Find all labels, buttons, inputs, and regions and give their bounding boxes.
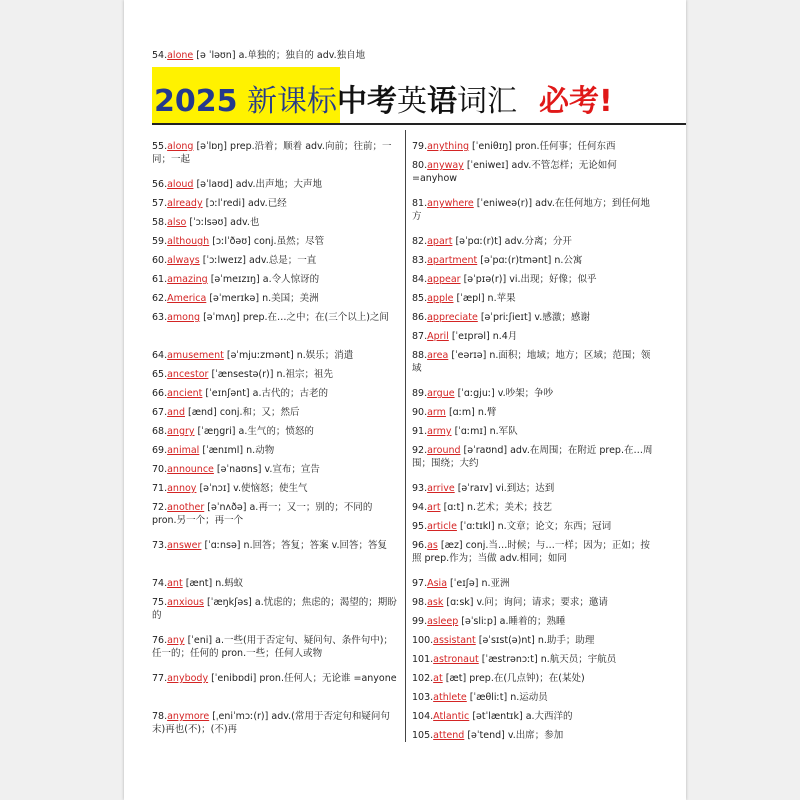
entry-phonetic: [əˈsɪst(ə)nt]: [475, 635, 538, 646]
entry-number: 59.: [152, 236, 168, 247]
entry-phonetic: [ˈeɪnʃənt]: [202, 388, 253, 399]
entry-definition: vi.到达；达到: [495, 483, 555, 494]
entry-number: 96.: [412, 540, 428, 551]
entry-number: 71.: [152, 483, 168, 494]
entry-definition: adv.在周围；在附近 prep.在…周围；围绕；大约: [412, 445, 653, 469]
entry-phonetic: [ˈɑːnsə]: [201, 540, 244, 551]
entry-number: 68.: [152, 426, 168, 437]
entry-word: around: [427, 445, 461, 456]
entry-phonetic: [ˌeniˈmɔː(r)]: [209, 711, 272, 722]
entry-word: art: [427, 502, 441, 513]
entry-number: 66.: [152, 388, 168, 399]
entry-phonetic: [ˈæŋkʃəs]: [204, 597, 255, 608]
vocab-entry: [152, 444, 398, 463]
entry-word: already: [167, 198, 203, 209]
entry-definition: adv.在任何地方；到任何地方: [412, 198, 650, 222]
entry-definition: n.蚂蚁: [215, 578, 244, 589]
entry-definition: v.宣布；宣告: [264, 464, 320, 475]
entry-phonetic: [əˈmʌŋ]: [200, 312, 243, 323]
entry-definition: n.亚洲: [481, 578, 510, 589]
entry-word: apartment: [427, 255, 478, 266]
entry-phonetic: [ˈɑːgjuː]: [454, 388, 498, 399]
entry-definition: a.大西洋的: [525, 711, 573, 722]
vocab-entry: [412, 691, 658, 710]
vocab-entry: [152, 197, 398, 216]
vocab-entry: [152, 387, 398, 406]
vocab-entry: [412, 273, 658, 292]
entry-word: arrive: [427, 483, 455, 494]
entry-word: any: [167, 635, 185, 646]
entry-phonetic: [əˈnʌðə]: [204, 502, 250, 513]
entry-word: anybody: [167, 673, 209, 684]
vocab-entry: [152, 710, 398, 748]
entry-number: 61.: [152, 274, 168, 285]
entry-definition: n.苹果: [487, 293, 516, 304]
entry-number: 97.: [412, 578, 428, 589]
entry-word: as: [427, 540, 438, 551]
entry-phonetic: [ˈæpl]: [453, 293, 488, 304]
vocab-entry: [152, 482, 398, 501]
entry-phonetic: [əˈtend]: [464, 730, 508, 741]
entry-phonetic: [ˈɔːlweɪz]: [199, 255, 249, 266]
vocab-entry: [412, 634, 658, 653]
entry-definition: adv.总是；一直: [249, 255, 317, 266]
vocab-column-right: [412, 140, 658, 748]
entry-phonetic: [ˈɑːtɪkl]: [456, 521, 498, 532]
entry-word: amazing: [167, 274, 208, 285]
vocab-entry: [152, 349, 398, 368]
entry-definition: adv.也: [230, 217, 260, 228]
title-must-test: 必考!: [539, 84, 613, 119]
entry-definition: v.出席；参加: [507, 730, 564, 741]
vocab-entry: [152, 634, 398, 672]
entry-phonetic: [ænd]: [184, 407, 220, 418]
vocab-entry: [412, 672, 658, 691]
entry-definition: prep.沿着；顺着 adv.向前；往前；一同；一起: [152, 141, 392, 165]
entry-word: anywhere: [427, 198, 474, 209]
entry-definition: adv.(常用于否定句和疑问句末)再也(不)；(不)再: [152, 711, 390, 735]
entry-definition: a.一些(用于否定句、疑问句、条件句中)；任一的；任何的 pron.一些；任何人或物: [152, 635, 393, 659]
entry-definition: conj.和；又；然后: [219, 407, 300, 418]
entry-definition: a.再一；又一；别的；不同的 pron.另一个；再一个: [152, 502, 373, 526]
entry-number: 80.: [412, 160, 428, 171]
title-yu: 语: [427, 84, 458, 119]
vocab-entry: [412, 539, 658, 577]
entry-definition: n.航天员；宇航员: [540, 654, 617, 665]
entry-word: America: [167, 293, 207, 304]
entry-word: April: [427, 331, 449, 342]
entry-word: along: [167, 141, 194, 152]
vocab-entry: [412, 596, 658, 615]
entry-number: 63.: [152, 312, 168, 323]
vocab-entry: [152, 311, 398, 349]
entry-word: although: [167, 236, 210, 247]
vocab-entry: [152, 216, 398, 235]
entry-phonetic: [əˈmjuːzmənt]: [223, 350, 297, 361]
vocab-entry: [412, 653, 658, 672]
entry-word: assistant: [433, 635, 476, 646]
entry-definition: n.美国；美洲: [262, 293, 319, 304]
entry-phonetic: [ˈeniθɪŋ]: [469, 141, 515, 152]
vocab-entry: [152, 254, 398, 273]
entry-definition: n.娱乐；消遣: [296, 350, 354, 361]
title-year: 2025: [154, 84, 238, 119]
vocab-entry: [152, 596, 398, 634]
entry-number: 75.: [152, 597, 168, 608]
entry-word: argue: [427, 388, 455, 399]
vocab-entry: [412, 406, 658, 425]
entry-definition: a.生气的；愤怒的: [238, 426, 314, 437]
entry-definition: a.单独的；独自的 adv.独自地: [238, 50, 366, 61]
entry-number: 74.: [152, 578, 168, 589]
entry-phonetic: [əˈraʊnd]: [460, 445, 511, 456]
entry-definition: adv.已经: [247, 198, 287, 209]
entry-number: 54.: [152, 50, 168, 61]
entry-number: 94.: [412, 502, 428, 513]
vocab-entry: [152, 273, 398, 292]
entry-number: 82.: [412, 236, 428, 247]
vocab-entry: [152, 672, 398, 710]
entry-phonetic: [ɑːt]: [440, 502, 467, 513]
entry-number: 92.: [412, 445, 428, 456]
entry-word: astronaut: [433, 654, 479, 665]
entry-number: 79.: [412, 141, 428, 152]
entry-word: area: [427, 350, 449, 361]
entry-definition: a.忧虑的；焦虑的；渴望的；期盼的: [152, 597, 397, 621]
entry-word: ask: [427, 597, 444, 608]
entry-number: 91.: [412, 426, 428, 437]
entry-definition: n.公寓: [554, 255, 583, 266]
entry-word: animal: [167, 445, 200, 456]
entry-word: anymore: [167, 711, 210, 722]
vocab-entry: [412, 349, 658, 387]
entry-definition: v.吵架；争吵: [497, 388, 554, 399]
entry-number: 95.: [412, 521, 428, 532]
entry-phonetic: [ə ˈləʊn]: [193, 50, 239, 61]
vocab-entry: [152, 406, 398, 425]
entry-number: 101.: [412, 654, 434, 665]
entry-definition: n.臂: [477, 407, 497, 418]
entry-phonetic: [ˈeɪʃə]: [447, 578, 482, 589]
entry-definition: n.文章；论文；东西；冠词: [497, 521, 612, 532]
entry-definition: a.令人惊讶的: [262, 274, 320, 285]
entry-word: also: [167, 217, 187, 228]
vocab-entry: [412, 710, 658, 729]
entry-number: 99.: [412, 616, 428, 627]
vocab-entry: [152, 292, 398, 311]
entry-number: 93.: [412, 483, 428, 494]
entry-phonetic: [ˈænsestə(r)]: [208, 369, 277, 380]
entry-phonetic: [ətˈlæntɪk]: [469, 711, 526, 722]
vocab-entry: [412, 425, 658, 444]
entry-word: asleep: [427, 616, 459, 627]
entry-definition: n.运动员: [510, 692, 548, 703]
entry-word: and: [167, 407, 185, 418]
entry-definition: v.感激；感谢: [534, 312, 590, 323]
entry-number: 84.: [412, 274, 428, 285]
entry-word: announce: [167, 464, 214, 475]
entry-number: 78.: [152, 711, 168, 722]
entry-phonetic: [ɔːlˈðəʊ]: [209, 236, 254, 247]
entry-word: at: [433, 673, 443, 684]
entry-number: 77.: [152, 673, 168, 684]
entry-word: athlete: [433, 692, 467, 703]
entry-number: 100.: [412, 635, 434, 646]
entry-word: always: [167, 255, 200, 266]
entry-number: 105.: [412, 730, 434, 741]
entry-phonetic: [əˈlɒŋ]: [193, 141, 231, 152]
entry-number: 58.: [152, 217, 168, 228]
entry-number: 67.: [152, 407, 168, 418]
title-underline: [152, 123, 686, 125]
vocab-entry: [412, 444, 658, 482]
entry-number: 60.: [152, 255, 168, 266]
entry-word: alone: [167, 50, 194, 61]
entry-phonetic: [ɔːlˈredi]: [202, 198, 248, 209]
entry-definition: adv.分离；分开: [504, 236, 572, 247]
page-title: [154, 83, 613, 121]
vocab-entry: [412, 577, 658, 596]
entry-definition: a.古代的；古老的: [252, 388, 328, 399]
vocab-entry: [152, 463, 398, 482]
entry-word: apple: [427, 293, 454, 304]
entry-phonetic: [əˈraɪv]: [454, 483, 496, 494]
entry-phonetic: [ˈæstrənɔːt]: [478, 654, 541, 665]
vocab-entry: [412, 615, 658, 634]
vocab-entry: [412, 292, 658, 311]
entry-definition: pron.任何事；任何东西: [514, 141, 616, 152]
entry-phonetic: [ɑːm]: [445, 407, 478, 418]
entry-phonetic: [əˈpɑː(r)t]: [452, 236, 505, 247]
entry-definition: n.回答；答复；答案 v.回答；答复: [243, 540, 388, 551]
entry-definition: pron.任何人；无论谁 =anyone: [259, 673, 397, 684]
entry-word: ancient: [167, 388, 203, 399]
entry-phonetic: [ˈeərɪə]: [448, 350, 490, 361]
entry-phonetic: [ˈɔːlsəʊ]: [186, 217, 231, 228]
entry-number: 70.: [152, 464, 168, 475]
vocab-entry: [412, 254, 658, 273]
entry-definition: conj.虽然；尽管: [253, 236, 325, 247]
entry-definition: n.4月: [492, 331, 518, 342]
entry-phonetic: [ˈenibɒdi]: [208, 673, 260, 684]
title-banner: [152, 67, 686, 127]
entry-phonetic: [æz]: [437, 540, 466, 551]
entry-number: 64.: [152, 350, 168, 361]
entry-definition: conj.当…时候；与…一样；因为；正如；按照 prep.作为；当做 adv.相同；如同: [412, 540, 650, 564]
entry-word: anxious: [167, 597, 204, 608]
vocab-entry: [152, 425, 398, 444]
entry-phonetic: [ˈɑːmɪ]: [451, 426, 490, 437]
title-ying: 英: [397, 84, 428, 119]
vocab-entry: [152, 368, 398, 387]
entry-definition: v.使恼怒；使生气: [233, 483, 308, 494]
entry-phonetic: [əˈnɔɪ]: [196, 483, 234, 494]
entry-word: appear: [427, 274, 461, 285]
entry-word: aloud: [167, 179, 194, 190]
vocab-entry: [152, 235, 398, 254]
vocab-entry: [412, 197, 658, 235]
entry-definition: prep.在(几点钟)；在(某处): [469, 673, 585, 684]
entry-phonetic: [ˈeni]: [184, 635, 216, 646]
entry-word: anything: [427, 141, 470, 152]
vocab-entry: [412, 235, 658, 254]
entry-number: 90.: [412, 407, 428, 418]
entry-number: 65.: [152, 369, 168, 380]
entry-number: 83.: [412, 255, 428, 266]
entry-word: ant: [167, 578, 183, 589]
entry-phonetic: [ˈæθliːt]: [466, 692, 511, 703]
title-zhongkao: 中考: [337, 84, 398, 119]
entry-phonetic: [əˈnaʊns]: [213, 464, 265, 475]
entry-number: 87.: [412, 331, 428, 342]
entry-word: another: [167, 502, 205, 513]
entry-word: annoy: [167, 483, 197, 494]
entry-number: 72.: [152, 502, 168, 513]
vocab-entry: [412, 501, 658, 520]
entry-phonetic: [əˈsliːp]: [458, 616, 500, 627]
entry-phonetic: [ˈæŋgri]: [194, 426, 239, 437]
vocab-entry: [412, 140, 658, 159]
entry-phonetic: [ˈeɪprəl]: [448, 331, 493, 342]
vocab-entry: [152, 539, 398, 577]
entry-word: ancestor: [167, 369, 209, 380]
document-page: [124, 0, 686, 800]
entry-number: 57.: [152, 198, 168, 209]
entry-number: 69.: [152, 445, 168, 456]
entry-phonetic: [æt]: [442, 673, 470, 684]
vocab-entry: [412, 159, 658, 197]
vocab-entry: [412, 387, 658, 406]
entry-word: attend: [433, 730, 465, 741]
entry-definition: a.睡着的；熟睡: [499, 616, 566, 627]
vocab-column-left: [152, 140, 398, 748]
entry-definition: n.面积；地域；地方；区域；范围；领域: [412, 350, 651, 374]
entry-number: 85.: [412, 293, 428, 304]
entry-number: 102.: [412, 673, 434, 684]
entry-phonetic: [əˈpɑː(r)tmənt]: [477, 255, 555, 266]
entry-definition: n.艺术；美术；技艺: [466, 502, 553, 513]
entry-number: 103.: [412, 692, 434, 703]
entry-definition: v.问；询问；请求；要求；邀请: [476, 597, 608, 608]
title-standard: 新课标: [247, 84, 338, 119]
entry-word: Atlantic: [433, 711, 470, 722]
entry-number: 56.: [152, 179, 168, 190]
entry-phonetic: [ɑːsk]: [443, 597, 477, 608]
entry-definition: prep.在…之中；在(三个以上)之间: [242, 312, 389, 323]
entry-definition: adv.不管怎样；无论如何 =anyhow: [412, 160, 617, 184]
entry-word: article: [427, 521, 457, 532]
entry-number: 89.: [412, 388, 428, 399]
entry-number: 104.: [412, 711, 434, 722]
entry-phonetic: [ˈeniweə(r)]: [473, 198, 536, 209]
vocab-entry: [412, 482, 658, 501]
column-divider: [405, 130, 406, 742]
entry-word: army: [427, 426, 452, 437]
entry-definition: n.祖宗；祖先: [276, 369, 334, 380]
entry-phonetic: [əˈmerɪkə]: [206, 293, 263, 304]
vocab-entry: [412, 330, 658, 349]
vocab-entry: [412, 729, 658, 748]
entry-word: angry: [167, 426, 195, 437]
entry-number: 73.: [152, 540, 168, 551]
entry-phonetic: [əˈlaʊd]: [193, 179, 236, 190]
entry-word: anyway: [427, 160, 464, 171]
vocab-entry: [152, 178, 398, 197]
entry-definition: n.动物: [246, 445, 275, 456]
entry-phonetic: [ˈænɪml]: [199, 445, 247, 456]
entry-word: apart: [427, 236, 453, 247]
entry-word: answer: [167, 540, 202, 551]
entry-number: 55.: [152, 141, 168, 152]
vocab-entry: [412, 311, 658, 330]
vocab-entry-alone: [152, 50, 365, 62]
entry-number: 88.: [412, 350, 428, 361]
vocab-entry: [152, 501, 398, 539]
entry-word: arm: [427, 407, 446, 418]
entry-phonetic: [ˈeniweɪ]: [463, 160, 512, 171]
entry-number: 98.: [412, 597, 428, 608]
entry-word: among: [167, 312, 201, 323]
vocab-entry: [412, 520, 658, 539]
entry-definition: n.军队: [489, 426, 518, 437]
entry-number: 86.: [412, 312, 428, 323]
title-vocab: 词汇: [457, 84, 518, 119]
entry-definition: n.助手；助理: [537, 635, 595, 646]
entry-word: Asia: [427, 578, 448, 589]
entry-definition: adv.出声地；大声地: [235, 179, 322, 190]
entry-number: 62.: [152, 293, 168, 304]
entry-phonetic: [əˈpriːʃieɪt]: [477, 312, 535, 323]
entry-word: amusement: [167, 350, 224, 361]
vocab-entry: [152, 577, 398, 596]
entry-word: appreciate: [427, 312, 478, 323]
vocab-entry: [152, 140, 398, 178]
entry-number: 76.: [152, 635, 168, 646]
entry-phonetic: [ænt]: [182, 578, 216, 589]
entry-phonetic: [əˈpɪə(r)]: [460, 274, 510, 285]
entry-phonetic: [əˈmeɪzɪŋ]: [207, 274, 263, 285]
entry-definition: vi.出现；好像；似乎: [509, 274, 597, 285]
entry-number: 81.: [412, 198, 428, 209]
